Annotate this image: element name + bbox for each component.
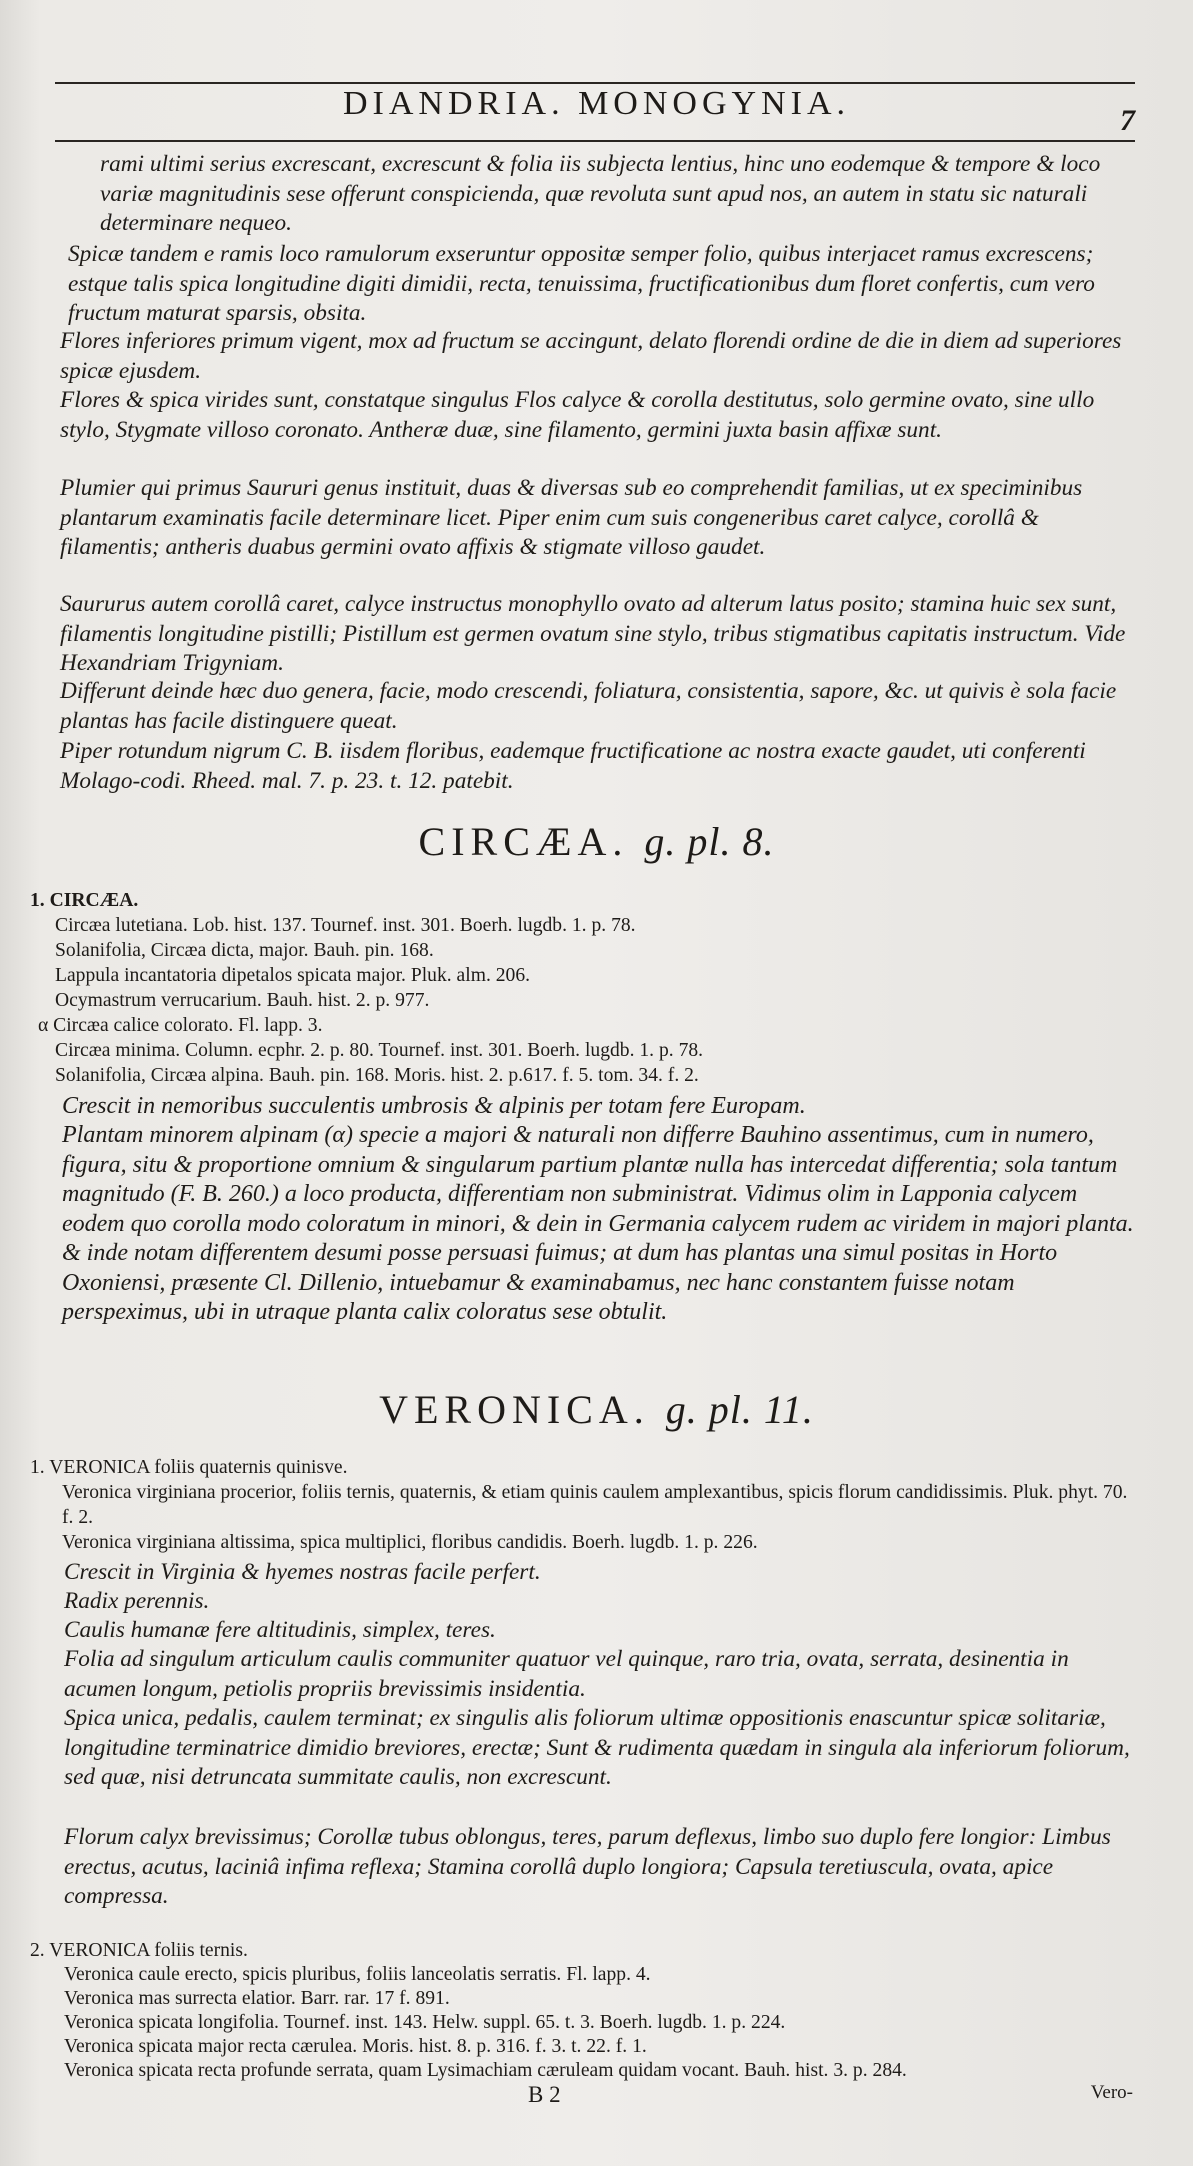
synonym-entry: Solanifolia, Circæa dicta, major. Bauh. pin. 168. [55, 940, 434, 961]
intro-paragraph: Flores & spica virides sunt, constatque singulus Flos calyce & corolla destitutus, solo germine ovato, sine ullo stylo, Stygmate villoso coronato. Antheræ duæ, sine filamento, germini juxta basin affixæ sunt. [60, 387, 1095, 443]
synonym-entry: Veronica spicata major recta cærulea. Moris. hist. 8. p. 316. f. 3. t. 22. f. 1. [64, 2036, 647, 2057]
genus-heading-circaea [0, 818, 1193, 865]
intro-paragraph: Spicæ tandem e ramis loco ramulorum exseruntur oppositæ semper folio, quibus interjacet ramus excrescens; estque talis spica longitudine digiti dimidii, recta, tenuissima, fructificationibus dum floret confertis, cum vero fructum maturat sparsis, obsita. [68, 241, 1095, 326]
genus-name: CIRCÆA. [418, 819, 629, 864]
description-paragraph: Florum calyx brevissimus; Corollæ tubus oblongus, teres, parum deflexus, limbo suo duplo fere longior: Limbus erectus, acutus, laciniâ infima reflexa; Stamina corollâ duplo longiora; Capsula teretiuscula, ovata, apice compressa. [64, 1824, 1111, 1909]
habitat-note: Crescit in nemoribus succulentis umbrosis & alpinis per totam fere Europam. [62, 1093, 806, 1119]
catchword: Vero- [1090, 2082, 1133, 2103]
genus-heading-veronica [0, 1386, 1193, 1433]
description-paragraph: Folia ad singulum articulum caulis communiter quatuor vel quinque, raro tria, ovata, serrata, desinentia in acumen longum, petiolis propriis brevissimis insidentia. [64, 1646, 1069, 1702]
intro-paragraph: Plumier qui primus Saururi genus instituit, duas & diversas sub eo comprehendit familias, ut ex speciminibus plantarum examinatis facile determinare licet. Piper enim cum suis congeneribus caret calyce, corollâ & filamentis; antheris duabus germini ovato affixis & stigmate villoso gaudet. [60, 475, 1083, 560]
description-paragraph: Spica unica, pedalis, caulem terminat; ex singulis alis foliorum ultimæ oppositionis enascuntur spicæ solitariæ, longitudine terminatrice dimidio breviores, erectæ; Sunt & rudimenta quædam in singula ala inferiorum foliorum, sed quæ, nisi detruncata summitate caulis, non excrescunt. [64, 1705, 1130, 1790]
synonym-entry: Veronica virginiana procerior, foliis ternis, quaternis, & etiam quinis caulem amplexantibus, spicis florum candidissimis. Pluk. phyt. 70. f. 2. [62, 1482, 1128, 1528]
synonym-entry: Veronica spicata recta profunde serrata, quam Lysimachiam cæruleam quidam vocant. Bauh. hist. 3. p. 284. [64, 2060, 907, 2081]
synonym-entry: Circæa lutetiana. Lob. hist. 137. Tournef. inst. 301. Boerh. lugdb. 1. p. 78. [55, 915, 636, 936]
header-rule-top [55, 82, 1135, 84]
synonym-entry: Veronica spicata longifolia. Tournef. inst. 143. Helw. suppl. 65. t. 3. Boerh. lugdb. 1. p. 224. [64, 2012, 786, 2033]
intro-paragraph: Differunt deinde hæc duo genera, facie, modo crescendi, foliatura, consistentia, sapore, &c. ut quivis è sola facie plantas has facile distinguere queat. [60, 678, 1117, 734]
intro-paragraph: rami ultimi serius excrescant, excrescunt & folia iis subjecta lentius, hinc uno eodemque & tempore & loco variæ magnitudinis sese offerunt conspicienda, quæ revoluta sunt apud nos, an autem in statu sic naturali determinare nequeo. [100, 151, 1101, 236]
discussion-paragraph: Plantam minorem alpinam (α) specie a majori & naturali non differre Bauhino assentimus, cum in numero, figura, situ & proportione omnium & singularum partium plantæ nulla has intercedat differentia; sola tantum magnitudo (F. B. 260.) a loco producta, differentiam non subministrat. Vidimus olim in Lapponia calycem eodem quo corolla modo coloratum in minori, & dein in Germania calycem rudem ac viridem in majori planta. & inde notam differentem desumi posse persuasi fuimus; at dum has plantas una simul positas in Horto Oxoniensi, præsente Cl. Dillenio, intuebamur & examinabamus, nec hanc constantem fuisse notam perspeximus, ubi in utraque planta calix coloratus sese obtulit. [62, 1122, 1134, 1325]
habitat-note: Crescit in Virginia & hyemes nostras facile perfert. [64, 1559, 541, 1585]
species-header: 1. CIRCÆA. [30, 890, 139, 911]
synonym-entry: Solanifolia, Circæa alpina. Bauh. pin. 168. Moris. hist. 2. p.617. f. 5. tom. 34. f. 2. [55, 1065, 699, 1086]
description-line: Radix perennis. [64, 1588, 210, 1614]
synonym-entry: Circæa minima. Column. ecphr. 2. p. 80. Tournef. inst. 301. Boerh. lugdb. 1. p. 78. [55, 1040, 704, 1061]
genus-name: VERONICA. [379, 1387, 650, 1432]
genus-reference: g. pl. 11. [665, 1387, 814, 1432]
running-head: DIANDRIA. MONOGYNIA. [342, 85, 851, 122]
synonym-entry: Veronica virginiana altissima, spica multiplici, floribus candidis. Boerh. lugdb. 1. p. 226. [62, 1532, 758, 1553]
description-line: Caulis humanæ fere altitudinis, simplex, teres. [64, 1617, 496, 1643]
intro-paragraph: Saururus autem corollâ caret, calyce instructus monophyllo ovato ad alterum latus posito; stamina huic sex sunt, filamentis longitudine pistilli; Pistillum est germen ovatum sine stylo, tribus stigmatibus capitatis instructum. Vide Hexandriam Trigyniam. [60, 591, 1126, 676]
intro-paragraph: Piper rotundum nigrum C. B. iisdem floribus, eademque fructificatione ac nostra exacte gaudet, uti conferenti Molago-codi. Rheed. mal. 7. p. 23. t. 12. patebit. [60, 738, 1086, 794]
synonym-entry: Veronica mas surrecta elatior. Barr. rar. 17 f. 891. [64, 1988, 450, 2009]
species-header: 1. VERONICA foliis quaternis quinisve. [30, 1457, 348, 1478]
signature-mark: B 2 [528, 2082, 561, 2107]
species-header: 2. VERONICA foliis ternis. [30, 1940, 248, 1961]
synonym-entry: Ocymastrum verrucarium. Bauh. hist. 2. p. 977. [55, 990, 430, 1011]
genus-reference: g. pl. 8. [644, 819, 775, 864]
page-number: 7 [1120, 104, 1135, 137]
synonym-entry: Veronica caule erecto, spicis pluribus, foliis lanceolatis serratis. Fl. lapp. 4. [64, 1964, 651, 1985]
header-rule-bottom [55, 140, 1135, 142]
variety-entry: α Circæa calice colorato. Fl. lapp. 3. [38, 1015, 323, 1036]
synonym-entry: Lappula incantatoria dipetalos spicata major. Pluk. alm. 206. [55, 965, 531, 986]
intro-paragraph: Flores inferiores primum vigent, mox ad fructum se accingunt, delato florendi ordine de die in diem ad superiores spicæ ejusdem. [60, 328, 1122, 384]
